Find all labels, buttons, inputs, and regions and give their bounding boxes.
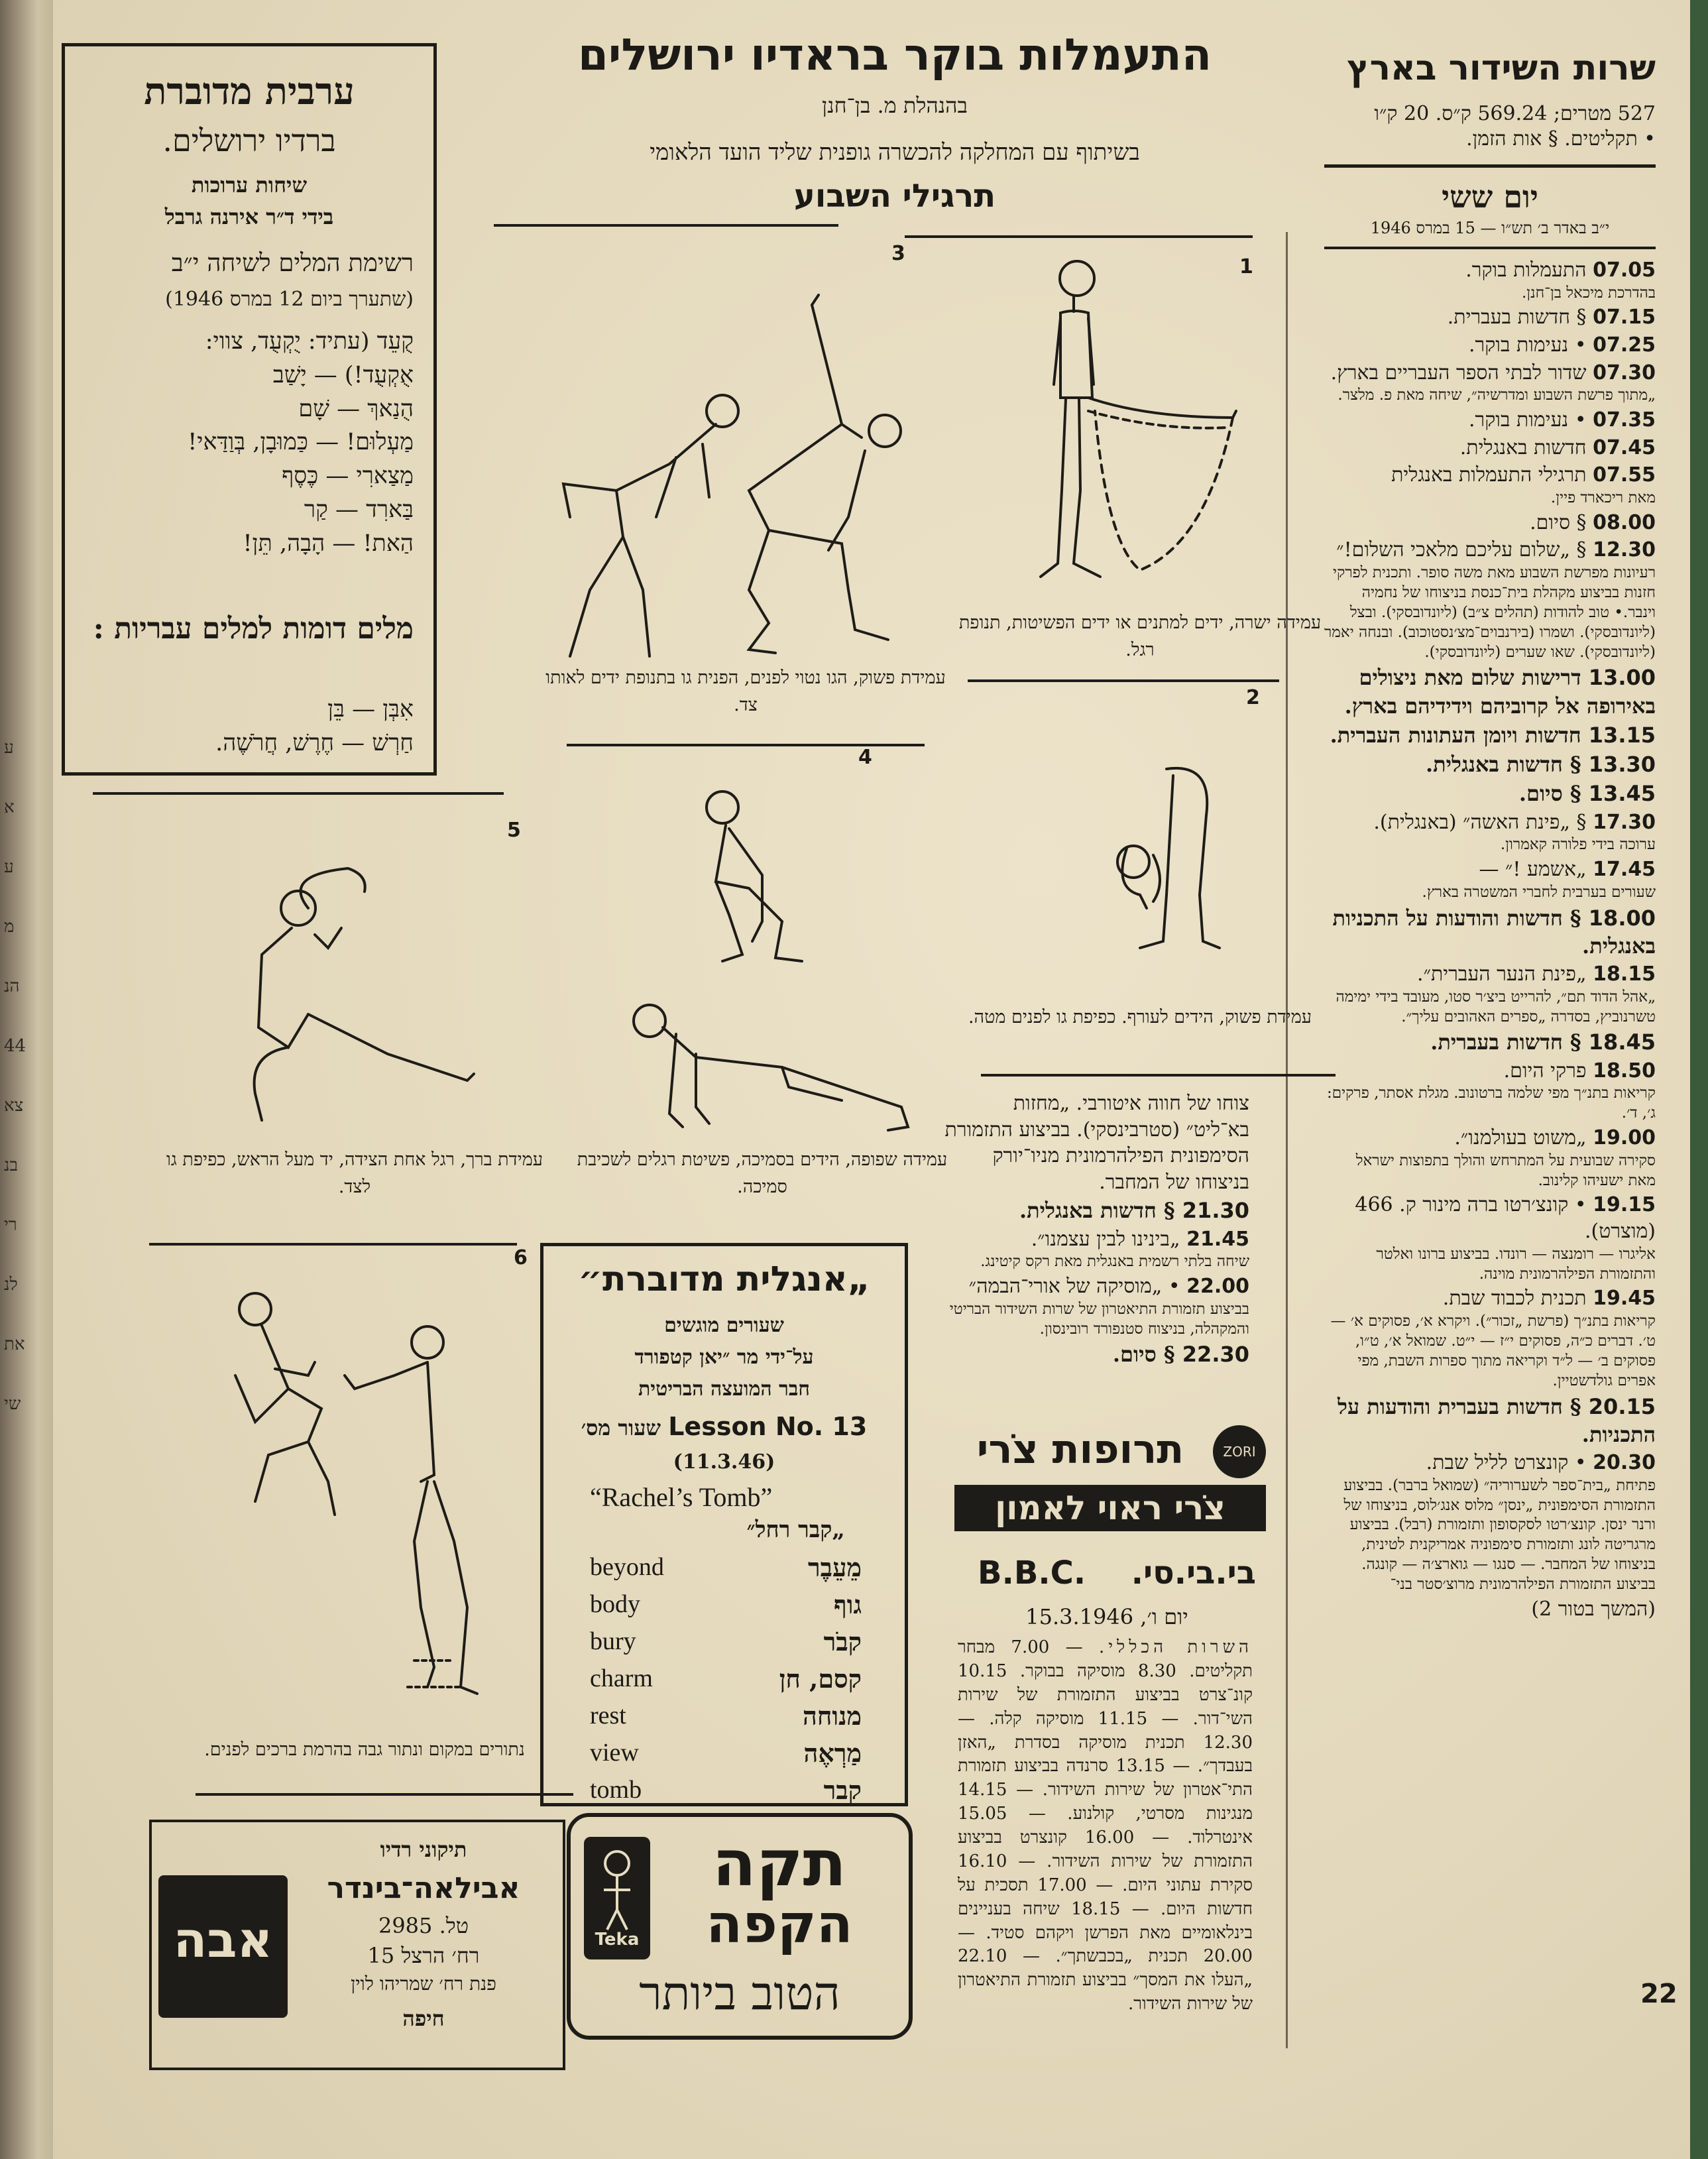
entry-text: תכנית לכבוד שבת. [1442, 1287, 1587, 1311]
vocab-hebrew: קבר [823, 1775, 862, 1805]
entry-details: בביצוע תזמורת התיאטרון של שרות השידור הבריטי והמקהלה, בניצוח סטנפורד רובינסון. [949, 1300, 1249, 1338]
spine-fragment: צא [4, 1096, 24, 1116]
legend-line: • תקליטים. § אות הזמן. [1466, 127, 1656, 150]
schedule-entry [1324, 780, 1656, 807]
bbc-title-en: B.B.C. [978, 1554, 1086, 1592]
entry-time: 07.45 [1593, 436, 1656, 459]
english-line1: שעורים מוגשים [664, 1314, 784, 1337]
arabic-word: מַעְלוּם! — כַּמוּבָן, בְּוַדַּאי! [188, 429, 414, 456]
entry-details: בהדרכת מיכאל בן־חנן. [1521, 284, 1656, 302]
entry-text: • קונצ׳רטו ברה מינור ק. 466 (מוצרט). [1355, 1193, 1656, 1244]
entry-text: § סיום. [1518, 781, 1581, 807]
arabic-box [62, 43, 437, 776]
entry-time: 21.30 [1182, 1198, 1249, 1224]
entry-details: אליגרו — רומנצה — רונדו. בביצוע ברונו ואלטר והתזמורת הפילהרמונית מוינה. [1376, 1245, 1656, 1283]
entry-text: צוחו של חווה איטורבי. „מחזות בא־ליט״ (סטרבינסקי). בביצוע התזמורת הסימפונית הפילהרמונית מניו־יורק בניצוחו של המחבר. [944, 1092, 1249, 1194]
lesson-line [543, 1412, 905, 1441]
english-line3: חבר המועצה הבריטית [638, 1377, 811, 1401]
vocab-english: bury [590, 1627, 636, 1655]
vocab-hebrew: מנוחה [803, 1701, 862, 1731]
schedule-entry [944, 1090, 1249, 1195]
schedule-entry [1324, 332, 1656, 359]
schedule-entry [944, 1340, 1249, 1368]
arabic-word: מַצַארִי — כֶּסֶף [282, 463, 414, 489]
zori-name: תרופות צֹרי [976, 1427, 1184, 1473]
vocab-english: beyond [590, 1553, 664, 1581]
arabic-box-rule [93, 792, 504, 795]
entry-text: § חדשות והודעות על התכניות באנגלית. [1332, 905, 1656, 959]
headline-byline: בהנהלת מ. בן־חנן [822, 93, 968, 118]
schedule-entry [1324, 304, 1656, 331]
story-he: „קבר רחל״ [746, 1517, 845, 1543]
vocab-row [590, 1701, 862, 1738]
vocab-english: charm [590, 1664, 653, 1692]
entry-details: מאת ריכארד פיין. [1550, 489, 1656, 506]
exercise-3-figure [550, 278, 921, 663]
vocab-hebrew: מַרְאֶה [803, 1738, 862, 1768]
schedule-entry [1324, 510, 1656, 536]
vocab-row [590, 1627, 862, 1664]
exercise-4-caption: עמידה שפופה, הידים בסמיכה, פשיטת רגלים לשכיבת סמיכה. [577, 1149, 948, 1197]
exercise-2-number: 2 [1246, 686, 1260, 709]
vocab-english: tomb [590, 1776, 642, 1804]
entry-text: שדור לבתי הספר העבריים בארץ. [1330, 361, 1587, 384]
entry-details: קריאות בתנ״ך (פרשת „זכור״). ויקרא א׳, פסוקים א׳ — ט׳. דברים כ״ה, פסוקים י״ז — י״ט. שמואל א׳, ט״ו, פסוקים ב׳ — ל״ד וקריאה מתוך ספרות השבת, מפי אפרים גולדשטיין. [1330, 1313, 1656, 1389]
entry-time: 18.15 [1593, 963, 1656, 986]
arabic-list-note: (שתערך ביום 12 במרס 1946) [165, 288, 414, 311]
schedule-entry [944, 1196, 1249, 1224]
schedule-entry [1324, 664, 1656, 719]
section-rule-right [905, 235, 1253, 238]
arabic-title: ערבית מדוברת [144, 70, 355, 113]
arabic-word: הֻנַאךְ — שָׁם [298, 395, 414, 422]
entry-time: 08.00 [1593, 510, 1656, 534]
entry-time: 18.50 [1593, 1059, 1656, 1082]
entry-text: תרגילי התעמלות באנגלית [1391, 463, 1587, 487]
repair-name: אבילאה־בינדר [327, 1871, 520, 1905]
exercise-5-caption: עמידת ברך, רגל אחת הצידה, יד מעל הראש, כפיפת גו לצד. [166, 1149, 543, 1197]
frequency-line: 527 מטרים; 569.24 ק״ס. 20 ק״ו [1374, 102, 1656, 125]
coffee-product: הקפה [706, 1893, 853, 1955]
zori-slogan: צֹרי ראוי לאמון [954, 1485, 1266, 1531]
bbc-date: יום ו׳, 15.3.1946 [1025, 1604, 1188, 1629]
schedule-entry [1324, 407, 1656, 434]
day-date: י״ב באדר ב׳ תש״ו — 15 במרס 1946 [1370, 219, 1610, 237]
schedule-entries [1324, 257, 1656, 2007]
entry-text: § חדשות באנגלית. [1019, 1198, 1175, 1224]
entry-text: § סיום. [1530, 510, 1587, 534]
entry-time: 18.00 [1588, 905, 1656, 931]
exercise-1-figure [974, 252, 1266, 597]
entry-time: 07.25 [1593, 333, 1656, 357]
entry-time: 13.15 [1588, 722, 1656, 748]
similar-words-title: מלים דומות למלים עבריות : [93, 612, 414, 646]
exercise-1-caption: עמידה ישרה, ידים למתנים או ידים הפשיטות, תנופת רגל. [958, 613, 1322, 660]
entry-time: 07.35 [1593, 408, 1656, 432]
repair-phone: טל. 2985 [378, 1913, 469, 1938]
entry-text: דרישות שלום מאת ניצולים באירופה אל קרוביהם וידידיהם בארץ. [1344, 665, 1656, 719]
entry-text: § חדשות באנגלית. [1425, 752, 1581, 778]
vocab-row [590, 1775, 862, 1812]
entry-details: רעיונות מפרשת השבוע מאת משה סופר. ותכנית לפרקי חזנות בביצוע מקהלת בית־כנסת בניצוחו של נחמיה וינבר.• טוב להודות (תהלים צ״ב) (ליונדובסקי). ובצל (ליונדובסקי). ושמרו (בירנבוים־מצ׳נסטוכוב). ובנחה יאמר (ליונדובסקי). שאו שערים (ליונדובסקי). [1324, 564, 1656, 661]
date-rule [1324, 247, 1656, 249]
exercise-5-rule [149, 1243, 517, 1246]
arabic-word: הַאת! — הָבָה, תֵּן! [243, 530, 414, 557]
entry-text: § חדשות בעברית והודעות על התכניות. [1338, 1393, 1656, 1447]
entry-text: פרקי היום. [1503, 1059, 1587, 1082]
entry-time: 21.45 [1186, 1227, 1249, 1251]
similar-words-list [82, 693, 414, 760]
repair-logo-text: אבה [173, 1912, 273, 1969]
entry-text: • נעימות בוקר. [1468, 333, 1587, 357]
schedule-entry [1324, 1058, 1656, 1124]
arabic-word: קֻעֵד (עתיד: יֻקְעֻד, צווי: [205, 328, 414, 355]
schedule-entry [1324, 1028, 1656, 1056]
schedule-entry [944, 1273, 1249, 1339]
entry-time: 19.15 [1593, 1193, 1656, 1217]
entry-text: „בינינו לבין עצמנו״. [1031, 1227, 1180, 1251]
vocab-hebrew: קסם, חן [779, 1664, 862, 1694]
exercise-1-number: 1 [1239, 255, 1253, 278]
similar-word: חַרְשׁ — חֶרֶשׁ, חֲרֹשֶׁה. [215, 729, 414, 756]
zori-logo [1213, 1425, 1266, 1478]
arabic-word: אֻקְעֻד!) — יָשַׁב [272, 361, 414, 388]
entry-text: „אשמע !״ — [1479, 858, 1587, 882]
bbc-title-he: בי.בי.סי. [1131, 1554, 1256, 1592]
schedule-entry [1324, 961, 1656, 1027]
lesson-en: Lesson No. 13 [668, 1412, 868, 1441]
repair-address: רח׳ הרצל 15 [367, 1943, 480, 1968]
schedule-entry [1324, 750, 1656, 778]
schedule-entry [1324, 360, 1656, 406]
day-title: יום ששי [1442, 179, 1538, 215]
lesson-date: (11.3.46) [673, 1450, 775, 1474]
entry-details: קריאות בתנ״ך מפי שלמה ברטונוב. מגלת אסתר, פרקים: ג׳, ד׳. [1326, 1084, 1656, 1122]
vocab-english: rest [590, 1702, 626, 1729]
entry-details: שעורים בערבית לחברי המשטרה בארץ. [1422, 883, 1656, 901]
spine-fragment: את [4, 1334, 25, 1354]
exercise-6-figure [215, 1289, 507, 1714]
entry-time: 07.55 [1593, 463, 1656, 487]
exercise-4b-figure [623, 994, 915, 1147]
section-rule-left [494, 224, 838, 227]
entry-details: ערוכה בידי פלורה קאמרון. [1500, 836, 1656, 854]
zori-ad [954, 1425, 1266, 1538]
repair-city: חיפה [402, 2006, 445, 2031]
section-title: תרגילי השבוע [793, 178, 996, 215]
schedule-rule [1324, 164, 1656, 168]
schedule-entry [1324, 1285, 1656, 1391]
entry-time: 12.30 [1593, 538, 1656, 562]
similar-word: אִבְּן — בֵּן [327, 696, 414, 723]
spine-fragment: א [4, 797, 15, 817]
entry-time: 07.30 [1593, 361, 1656, 384]
bbc-service: השרות הכללי. [1098, 1637, 1253, 1657]
radio-repair-ad [149, 1820, 565, 2070]
entry-time: 20.30 [1593, 1451, 1656, 1475]
schedule-entry [1324, 1192, 1656, 1284]
exercise-1-rule [968, 679, 1279, 682]
headline: התעמלות בוקר בראדיו ירושלים [577, 29, 1212, 80]
entry-time: 13.45 [1588, 781, 1656, 807]
entry-time: 07.15 [1593, 306, 1656, 329]
schedule-entry [1324, 856, 1656, 902]
entry-time: 18.45 [1588, 1029, 1656, 1055]
bbc-text [958, 1636, 1253, 2014]
coffee-logo [584, 1837, 650, 1959]
spine-fragment: מ [4, 917, 15, 937]
entry-text: „משוט בעולמנו״. [1454, 1126, 1587, 1150]
vocab-hebrew: מֵעֵבֶר [807, 1552, 862, 1582]
bbc-heading [978, 1554, 1256, 1601]
schedule-entry [1324, 809, 1656, 855]
entry-time: 13.30 [1588, 752, 1656, 778]
schedule-entry [1324, 257, 1656, 303]
entry-text: • נעימות בוקר. [1468, 408, 1587, 432]
entry-text: § חדשות בעברית. [1430, 1029, 1581, 1055]
vocab-row [590, 1664, 862, 1701]
english-line2: על־ידי מר ״יאן קטפורד [634, 1346, 814, 1369]
story-en: “Rachel’s Tomb” [590, 1482, 773, 1512]
schedule-entry [1324, 721, 1656, 749]
schedule-entry [1324, 1596, 1656, 1623]
schedule-entry [1324, 904, 1656, 960]
arabic-list-title: רשימת המלים לשיחה י״ב [171, 249, 414, 277]
repair-title: תיקוני רדיו [380, 1837, 467, 1862]
schedule-entry [1324, 1450, 1656, 1595]
entry-text: § סיום. [1112, 1342, 1175, 1368]
vocab-english: body [590, 1590, 640, 1618]
headline-collab: בשיתוף עם המחלקה להכשרה גופנית שליד הועד הלאומי [650, 139, 1140, 166]
schedule-entry [1324, 1393, 1656, 1448]
exercise-6-number: 6 [514, 1246, 528, 1269]
schedule-entry [1324, 1125, 1656, 1191]
vocab-list [590, 1552, 862, 1812]
entry-time: 19.45 [1593, 1287, 1656, 1311]
exercise-6-caption: נתורים במקום ונתור גבה בהרמת ברכים לפנים. [204, 1739, 525, 1760]
coffee-slogan: הטוב ביותר [639, 1966, 840, 2020]
entry-text: חדשות באנגלית. [1459, 436, 1587, 459]
vocab-row [590, 1590, 862, 1627]
zori-logo-text: ZORI [1223, 1444, 1256, 1460]
entry-details: שיחה בלתי רשמית באנגלית מאת רקס קיטינג. [980, 1253, 1249, 1271]
schedule-entry [1324, 537, 1656, 662]
entry-text: § חדשות בעברית. [1447, 306, 1587, 329]
arabic-series: שיחות ערוכות [191, 172, 308, 198]
vocab-row [590, 1552, 862, 1590]
entry-details: „מתוך פרשת השבוע ומדרשיה״, שיחה מאת פ. מלצר. [1338, 386, 1656, 404]
arabic-word: בַּארִד — קַר [304, 496, 414, 523]
spine-fragment: ע [4, 738, 14, 758]
entry-text: „פינת הנער העברית״. [1417, 963, 1587, 986]
bbc-program: — 7.00 מבחר תקליטים. 8.30 מוסיקה בבוקר. 10.15 קונ־צרט בביצוע התזמורת של שירות השי־דור. — 11.15 מוסיקה קלה. — 12.30 תכנית מוסיקה בסדרת „האזן בעבדך״. — 13.15 סרנדה בביצוע תזמורת התי־אטרון של שירות השידור. — 14.15 מנגינות מסרטי, קולנוע. — 15.05 אינטרלוד. — 16.00 קונצרט בביצוע התזמורת של שירות השידור. — 16.10 סקירת עתוני היום. — 17.00 תסכית על חדשות היום. — 18.15 שיחה בעניינים בינלאומיים מאת הפרשן ויקהם סטיד. — 20.00 תכנית „בכבשתך״. — 22.10 „העלו את המסך״ בביצוע תזמורת התיאטרון של שירות השידור. [958, 1637, 1253, 2014]
schedule-continued [944, 1090, 1249, 1435]
entry-text: חדשות ויומן העתונות העברית. [1330, 722, 1581, 748]
lesson-he: שעור מס׳ [581, 1415, 661, 1440]
coffee-logo-text: Teka [595, 1930, 640, 1950]
newspaper-page [53, 0, 1690, 2159]
vocab-hebrew: גוף [834, 1590, 862, 1619]
entry-time: 07.05 [1593, 259, 1656, 282]
spine-fragment: הנ [4, 976, 20, 996]
schedule-title: שרות השידור בארץ [1347, 48, 1656, 88]
entry-text: • קונצרט לליל שבת. [1426, 1451, 1587, 1475]
spine-fragment: רי [4, 1215, 17, 1235]
column-divider [1286, 232, 1288, 2048]
entry-time: 22.00 [1186, 1275, 1249, 1299]
entry-details: סקירה שבועית על המתרחש והולך בתפוצות ישראל מאת ישעיהו קלינוב. [1355, 1151, 1656, 1189]
page-number: 22 [1640, 1979, 1678, 2009]
exercise-5-figure [222, 855, 481, 1134]
entry-details: „אהל הדוד תם״, להרייט ביצ׳ר סטו, מעובד בידי ימימה טשרנוביץ, בסדרה „ספרים האהובים עליך״. [1336, 988, 1656, 1025]
entry-text: התעמלות בוקר. [1465, 259, 1587, 282]
entry-time: 19.00 [1593, 1126, 1656, 1150]
repair-logo [158, 1875, 288, 2018]
entry-text: • „מוסיקה של אורי־הבמה״ [968, 1275, 1180, 1299]
arabic-word-list [82, 325, 414, 560]
schedule-entry [1324, 462, 1656, 508]
spine-fragment: לנ [4, 1275, 18, 1295]
entry-text: § „שלום עליכם מלאכי השלום!״ [1336, 538, 1587, 562]
entry-time: 17.30 [1593, 810, 1656, 834]
repair-corner: פנת רח׳ שמריהו לוין [351, 1973, 496, 1995]
spine-fragment: 44 [4, 1036, 27, 1056]
vocab-english: view [590, 1739, 639, 1767]
entry-text: § „פינת האשה״ (באנגלית). [1373, 810, 1587, 834]
coffee-ad [567, 1813, 913, 2040]
exercise-5-number: 5 [507, 819, 521, 842]
entry-time: 17.45 [1593, 858, 1656, 882]
arabic-author: בידי ד״ר אירנה גרבל [164, 204, 334, 229]
english-box [540, 1243, 908, 1806]
schedule-entry [944, 1226, 1249, 1272]
entry-time: 20.15 [1588, 1393, 1656, 1419]
spine-fragment: בנ [4, 1155, 18, 1175]
english-title: „אנגלית מדוברת״ [578, 1259, 870, 1299]
coffee-brand: תקה [712, 1826, 847, 1900]
exercise-3-caption: עמידת פשוק, הגו נטוי לפנים, הפנית גו בתנופת ידים לאותו צד. [545, 668, 946, 715]
exercise-6-rule [196, 1793, 573, 1796]
schedule-entry [1324, 435, 1656, 461]
spine-fragment: ע [4, 857, 14, 877]
exercise-4-number: 4 [858, 746, 872, 769]
entry-time: 22.30 [1182, 1342, 1249, 1368]
exercise-2-figure [1087, 756, 1233, 955]
exercise-2-rule [981, 1074, 1336, 1077]
exercise-3-number: 3 [891, 242, 905, 265]
entry-text: (המשך בטור 2) [1531, 1597, 1656, 1621]
exercise-2-caption: עמידת פשוק, הידים לעורף. כפיפת גו לפנים מטה. [968, 1007, 1312, 1027]
arabic-subtitle: ברדיו ירושלים. [162, 123, 336, 158]
entry-details: פתיחת „בית־ספר לשערוריה״ (שמואל ברבר). בביצוע התזמורת הסימפונית „ינסן״ מלוס אנג׳לוס, בניצוחו של ורנר ינסן. קונצ׳רטו לסקסופון ותזמורת (רבל). בביצוע מרגריטה לונג ותזמורת סימפוניה אמריקנית לטינית, בניצוחו של המחבר. — סנגו — גוארצ׳ה — קונגה. בביצוע התזמורת הפילהרמונית מרוצ׳סטר בני־ [1343, 1476, 1656, 1594]
vocab-row [590, 1738, 862, 1775]
spine-fragment: שי [4, 1394, 21, 1414]
vocab-hebrew: קבֹר [823, 1627, 862, 1657]
exercise-4a-figure [689, 789, 809, 968]
entry-time: 13.00 [1588, 665, 1656, 691]
